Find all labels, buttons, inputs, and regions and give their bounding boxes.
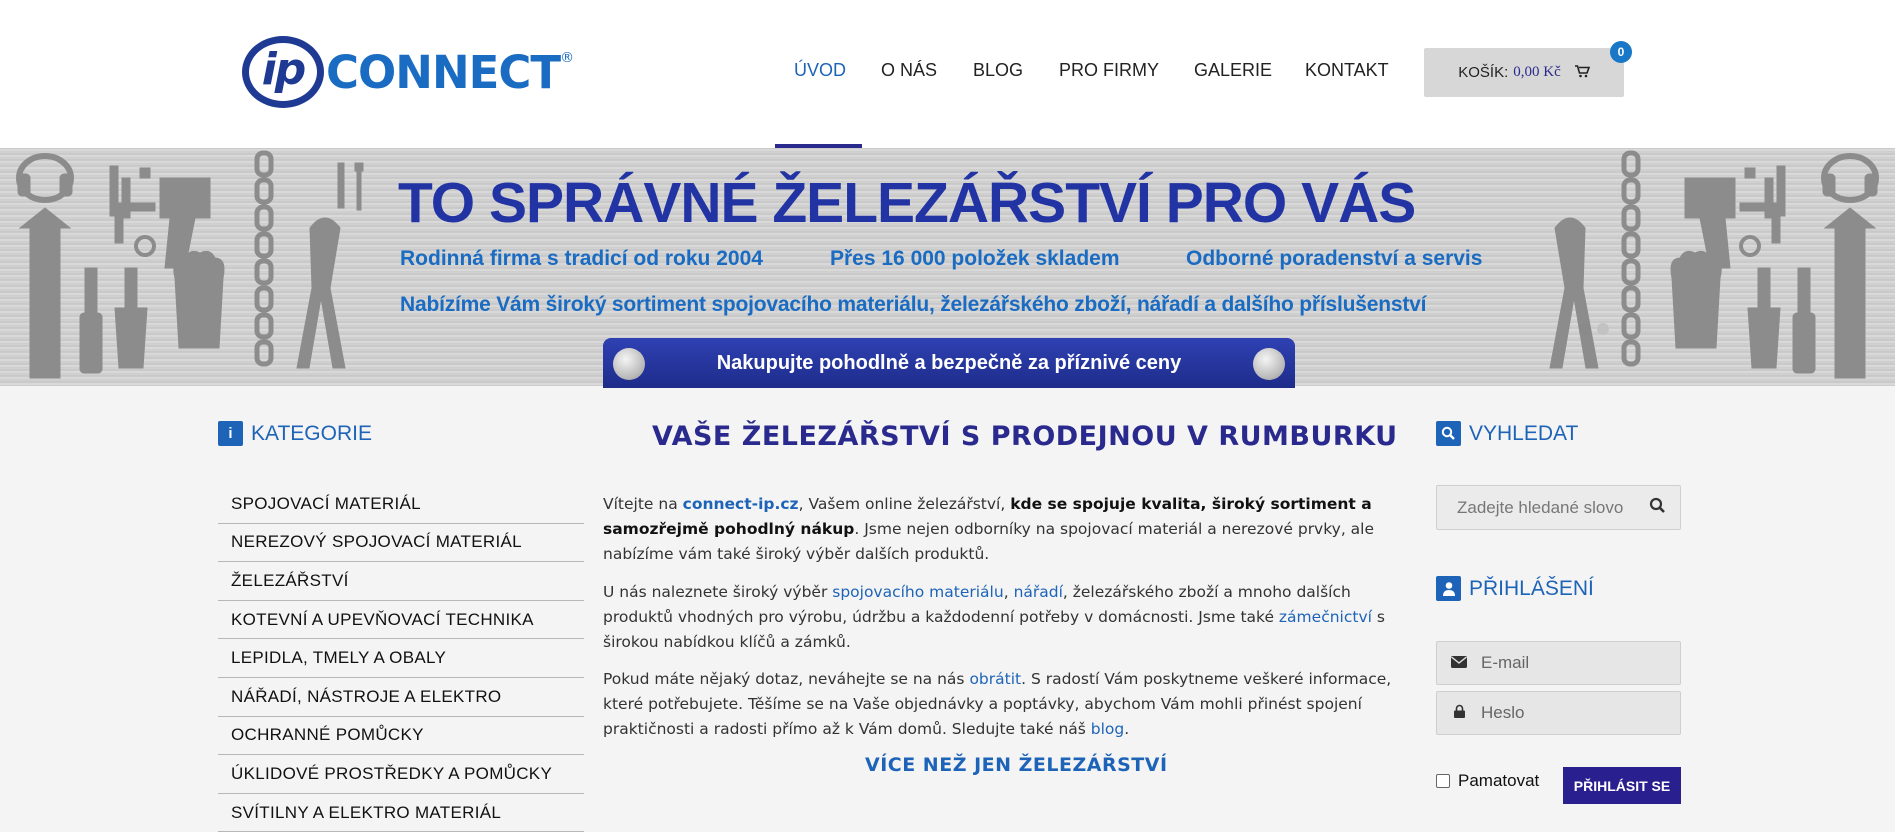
banner-cta[interactable] bbox=[603, 338, 1295, 388]
banner-feature-3: Odborné poradenství a servis bbox=[1186, 247, 1483, 270]
banner-feature-1: Rodinná firma s tradicí od roku 2004 bbox=[400, 247, 763, 270]
banner-cta-label: Nakupujte pohodlně a bezpečně za příznivé ceny bbox=[716, 351, 1182, 374]
login-heading bbox=[1436, 576, 1594, 601]
slider-dot-1[interactable] bbox=[1579, 323, 1591, 335]
section-subtitle: VÍCE NEŽ JEN ŽELEZÁŘSTVÍ bbox=[865, 754, 1168, 776]
search-heading bbox=[1436, 421, 1578, 446]
link-blog[interactable]: blog bbox=[1090, 720, 1125, 738]
site-logo[interactable] bbox=[242, 36, 574, 108]
slider-dot-2[interactable] bbox=[1597, 323, 1609, 335]
categories-heading-label: KATEGORIE bbox=[251, 421, 372, 445]
nav-item-blog[interactable]: BLOG bbox=[973, 60, 1024, 80]
intro-paragraph-1 bbox=[603, 492, 1403, 567]
cart-label: KOŠÍK: bbox=[1458, 64, 1509, 81]
nav-item-o-nas[interactable]: O NÁS bbox=[881, 60, 938, 80]
text: , bbox=[1003, 583, 1014, 601]
lock-icon bbox=[1437, 705, 1481, 722]
banner-subtitle: Nabízíme Vám široký sortiment spojovacího materiálu, železářského zboží, nářadí a dalšího příslušenství bbox=[400, 293, 1427, 316]
search-icon bbox=[1436, 421, 1461, 446]
cart-button[interactable] bbox=[1424, 48, 1624, 97]
category-item[interactable]: NÁŘADÍ, NÁSTROJE A ELEKTRO bbox=[218, 678, 584, 717]
categories-heading bbox=[218, 421, 372, 446]
screw-icon bbox=[1253, 348, 1285, 380]
search-heading-label: VYHLEDAT bbox=[1469, 421, 1579, 445]
nav-item-galerie[interactable]: GALERIE bbox=[1194, 60, 1273, 80]
intro-paragraph-3 bbox=[603, 667, 1403, 742]
login-button[interactable]: PŘIHLÁSIT SE bbox=[1563, 767, 1681, 804]
category-list bbox=[218, 485, 584, 832]
link-spojovaci-material[interactable]: spojovacího materiálu bbox=[832, 583, 1004, 601]
link-naradi[interactable]: nářadí bbox=[1013, 583, 1063, 601]
page-title: VAŠE ŽELEZÁŘSTVÍ S PRODEJNOU V RUMBURKU bbox=[652, 421, 1398, 452]
email-field[interactable] bbox=[1436, 641, 1681, 685]
banner-feature-2: Přes 16 000 položek skladem bbox=[830, 247, 1120, 270]
remember-me[interactable] bbox=[1436, 771, 1539, 791]
intro-paragraph-2 bbox=[603, 580, 1403, 655]
banner-title: TO SPRÁVNÉ ŽELEZÁŘSTVÍ PRO VÁS bbox=[398, 171, 1416, 235]
link-connect-ip[interactable]: connect-ip.cz bbox=[682, 495, 799, 513]
bold-text: kde se spojuje kvalita, široký sortiment a samozřejmě pohodlný nákup bbox=[603, 495, 1372, 538]
text: U nás naleznete široký výběr bbox=[603, 583, 833, 601]
category-item[interactable]: SPOJOVACÍ MATERIÁL bbox=[218, 485, 584, 524]
login-heading-label: PŘIHLÁŠENÍ bbox=[1469, 576, 1594, 600]
email-placeholder: E-mail bbox=[1481, 653, 1530, 672]
text: , Vašem online železářství, bbox=[798, 495, 1011, 513]
logo-text: CONNECT bbox=[326, 45, 561, 99]
logo-ring bbox=[242, 36, 324, 108]
remember-label: Pamatovat bbox=[1458, 771, 1540, 790]
text: . bbox=[1124, 720, 1130, 738]
category-item[interactable]: LEPIDLA, TMELY A OBALY bbox=[218, 639, 584, 678]
text: s širokou nabídkou klíčů a zámků. bbox=[603, 608, 1385, 651]
hero-banner bbox=[0, 148, 1895, 386]
tools-illustration-left bbox=[0, 148, 370, 386]
screw-icon bbox=[613, 348, 645, 380]
tools-illustration-right bbox=[1525, 148, 1895, 386]
cart-count-badge: 0 bbox=[1610, 41, 1632, 63]
category-item[interactable]: KOTEVNÍ A UPEVŇOVACÍ TECHNIKA bbox=[218, 601, 584, 640]
nav-item-pro-firmy[interactable]: PRO FIRMY bbox=[1059, 60, 1160, 80]
category-item[interactable]: OCHRANNÉ POMŮCKY bbox=[218, 717, 584, 756]
password-field[interactable] bbox=[1436, 691, 1681, 735]
search-input[interactable] bbox=[1436, 485, 1681, 530]
nav-item-kontakt[interactable]: KONTAKT bbox=[1305, 60, 1389, 80]
search-submit-icon[interactable] bbox=[1649, 497, 1666, 519]
password-placeholder: Heslo bbox=[1481, 703, 1525, 722]
link-zamecnictvi[interactable]: zámečnictví bbox=[1278, 608, 1372, 626]
category-item[interactable]: ŽELEZÁŘSTVÍ bbox=[218, 562, 584, 601]
text: Pokud máte nějaký dotaz, neváhejte se na nás bbox=[603, 670, 970, 688]
envelope-icon bbox=[1437, 655, 1481, 672]
cart-price: 0,00 Kč bbox=[1513, 64, 1561, 80]
remember-checkbox[interactable] bbox=[1436, 774, 1450, 788]
text: Vítejte na bbox=[603, 495, 683, 513]
category-item[interactable]: SVÍTILNY A ELEKTRO MATERIÁL bbox=[218, 794, 584, 832]
text: . Jsme nejen odborníky na spojovací materiál a nerezové prvky, ale nabízíme vám také široký výběr dalších produktů. bbox=[603, 520, 1375, 563]
category-item[interactable]: ÚKLIDOVÉ PROSTŘEDKY A POMŮCKY bbox=[218, 755, 584, 794]
site-header bbox=[0, 0, 1895, 148]
text: . S radostí Vám poskytneme veškeré informace, které potřebujete. Těšíme se na Vaše objednávky a poptávky, abychom Vám mohli přinést spojení praktičnosti a radosti přímo až k Vám domů. Sledujte také náš bbox=[603, 670, 1392, 738]
logo-ip: ip bbox=[261, 43, 305, 95]
nav-item-uvod[interactable]: ÚVOD bbox=[794, 60, 847, 80]
text: , železářského zboží a mnoho dalších produktů vhodných pro výrobu, údržbu a každodenní potřeby v domácnosti. Jsme také bbox=[603, 583, 1351, 626]
user-icon bbox=[1436, 576, 1461, 601]
info-icon: i bbox=[218, 421, 243, 446]
search-placeholder: Zadejte hledané slovo bbox=[1457, 497, 1624, 517]
logo-registered-mark: ® bbox=[560, 50, 575, 66]
category-item[interactable]: NEREZOVÝ SPOJOVACÍ MATERIÁL bbox=[218, 524, 584, 563]
cart-icon bbox=[1575, 65, 1590, 81]
link-obratit[interactable]: obrátit bbox=[969, 670, 1022, 688]
